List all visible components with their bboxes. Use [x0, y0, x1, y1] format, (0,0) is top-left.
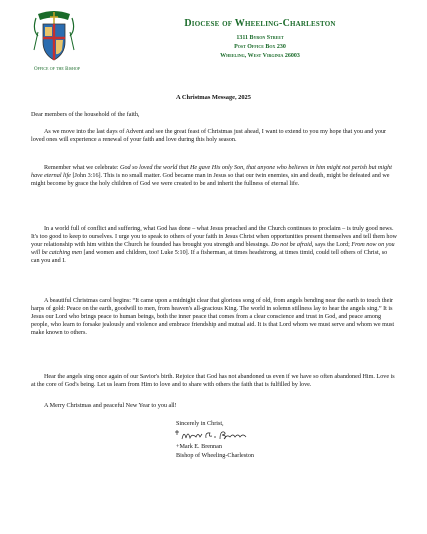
- paragraph-3-text-c: [and women and children, too! Luke 5:10]. If a fisherman, at times headstrong, at times timid, could tell others of Christ, so can you and I.: [31, 250, 388, 265]
- closing-sincerely: Sincerely in Christ,: [176, 421, 224, 427]
- paragraph-3: [31, 225, 397, 265]
- paragraph-4: A beautiful Christmas carol begins: “It came upon a midnight clear that glorious song of old, from angels bending near the earth to touch their harps of gold: Peace on the earth, goodwill to men, from heaven's all-gracious King. The world in solemn stillness lay to hear the angels sing.” It is Jesus our Lord who brings peace to human beings, both the inner peace that comes from a clear conscience and trust in God, and peace among people, who learn to forsake jealously and violence and embrace friendship and mutual aid. It is that Lord whom we must serve and whom we must make known to others.: [31, 298, 395, 337]
- paragraph-2: [31, 164, 397, 188]
- signer-title: Bishop of Wheeling-Charleston: [176, 453, 254, 459]
- letter-title: A Christmas Message, 2025: [176, 94, 251, 101]
- paragraph-3-text-a: In a world full of conflict and suffering, what God has done – what Jesus preached and the Church continues to proclaim – is truly good news. It's too good to keep to ourselves. I urge you to speak to others of your faith in Jesus Christ when opportunities present themselves and tell them how your relationship with him within the Church he founded has brought you strength and blessings.: [31, 226, 397, 249]
- diocese-name: Diocese of Wheeling-Charleston: [184, 18, 336, 29]
- salutation: Dear members of the household of the faith,: [31, 112, 140, 118]
- letterhead: [0, 0, 427, 80]
- paragraph-6: A Merry Christmas and peaceful New Year to you all!: [44, 403, 177, 409]
- paragraph-3-italic-1: Do not be afraid: [271, 242, 312, 249]
- handwritten-signature: [172, 428, 252, 442]
- paragraph-2-text-b: [John 3:16]. This is no small matter. God became man in Jesus so that our twin enemies, sin and death, might be defeated and we might become by grace the holy children of God we were created to be and inherit the fullness of eternal life.: [31, 173, 390, 188]
- paragraph-5: Hear the angels sing once again of our Savior's birth. Rejoice that God has not abandoned us even if we have so often abandoned Him. Love is at the core of God's being. Let us learn from Him to love and to share with others the faith that is fulfilled by love.: [31, 374, 395, 389]
- paragraph-1: As we move into the last days of Advent and see the great feast of Christmas just ahead, I want to extend to you my hope that you and your loved ones will experience a renewal of your faith and love during this holy season.: [31, 129, 387, 144]
- address-line-3: Wheeling, West Virginia 26003: [220, 53, 300, 59]
- address-line-2: Post Office Box 230: [234, 44, 286, 50]
- address-line-1: 1311 Byron Street: [236, 35, 284, 41]
- paragraph-3-italic-2: From now on you will be catching men: [31, 242, 395, 257]
- office-label: Office of the Bishop: [33, 67, 81, 72]
- coat-of-arms-icon: [32, 10, 76, 64]
- scripture-quote: God so loved the world that He gave His only Son, that anyone who believes in him might not perish but might have eternal life: [31, 165, 392, 180]
- paragraph-3-text-b: , says the Lord;: [311, 242, 352, 249]
- paragraph-2-text-a: Remember what we celebrate:: [44, 165, 121, 171]
- signer-name: +Mark E. Brennan: [176, 444, 222, 450]
